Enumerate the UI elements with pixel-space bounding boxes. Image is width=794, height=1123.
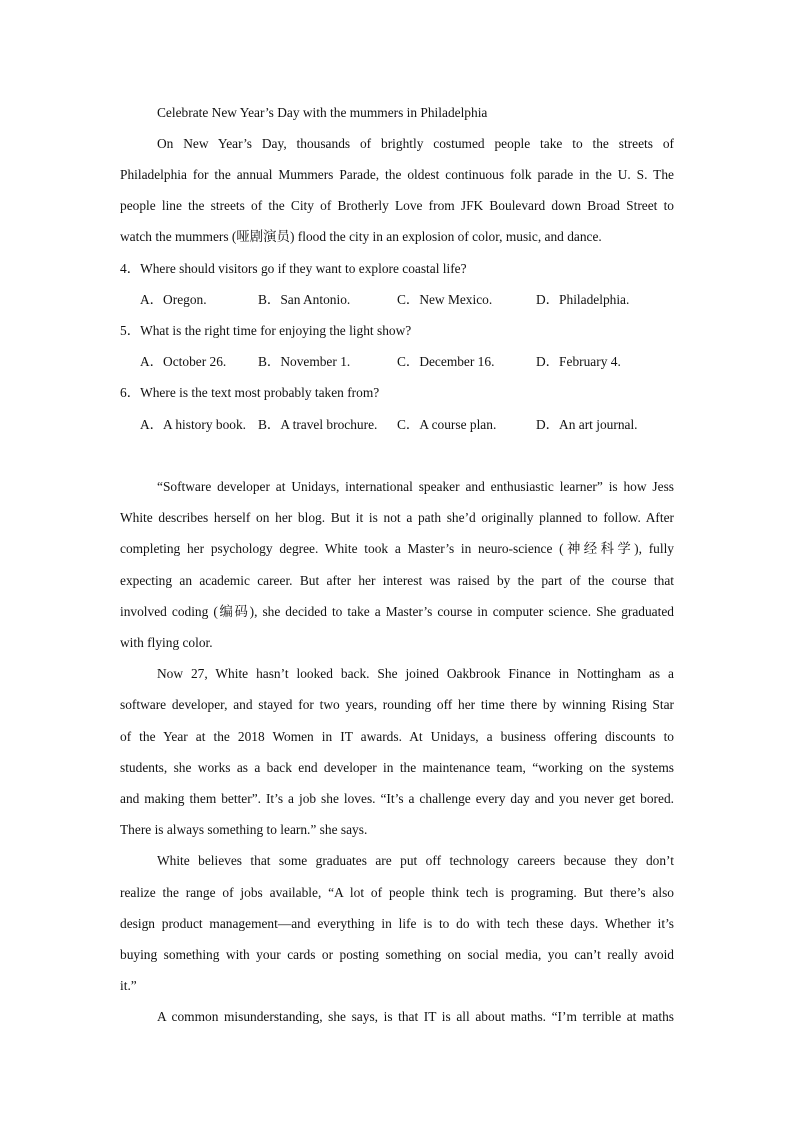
passage1-line: people line the streets of the City of Brotherly Love from JFK Boulevard down Broad Street to xyxy=(120,198,674,213)
question-6-option-c: C．A course plan. xyxy=(397,417,497,432)
passage2-line: A common misunderstanding, she says, is that IT is all about maths. “I’m terrible at maths xyxy=(157,1009,674,1024)
passage2-line: White describes herself on her blog. But it is not a path she’d originally planned to follow. After xyxy=(120,510,674,525)
passage1-line: On New Year’s Day, thousands of brightly costumed people take to the streets of xyxy=(157,136,674,151)
passage2-line: with flying color. xyxy=(120,635,213,650)
passage2-line: There is always something to learn.” she says. xyxy=(120,822,368,837)
passage1-title: Celebrate New Year’s Day with the mummers in Philadelphia xyxy=(157,105,488,120)
question-5-option-a: A．October 26. xyxy=(140,354,227,369)
passage2-line: it.” xyxy=(120,978,137,993)
passage2-line: completing her psychology degree. White took a Master’s in neuro-science (神经科学), fully xyxy=(120,541,674,556)
passage1-line: Philadelphia for the annual Mummers Parade, the oldest continuous folk parade in the U. S. The xyxy=(120,167,674,182)
question-6-option-d: D．An art journal. xyxy=(536,417,638,432)
question-5-option-c: C．December 16. xyxy=(397,354,495,369)
question-4-option-b: B．San Antonio. xyxy=(258,292,351,307)
question-5-option-d: D．February 4. xyxy=(536,354,621,369)
passage2-line: involved coding (编码), she decided to take a Master’s course in computer science. She graduated xyxy=(120,604,674,619)
passage2-line: students, she works as a back end developer in the maintenance team, “working on the systems xyxy=(120,760,674,775)
question-4-option-d: D．Philadelphia. xyxy=(536,292,630,307)
question-6-option-a: A．A history book. xyxy=(140,417,247,432)
question-4-option-a: A．Oregon. xyxy=(140,292,207,307)
question-6-stem: 6．Where is the text most probably taken from? xyxy=(120,385,380,400)
passage2-line: design product management—and everything in life is to do with tech these days. Whether it’s xyxy=(120,916,674,931)
question-4-option-c: C．New Mexico. xyxy=(397,292,493,307)
question-6-option-b: B．A travel brochure. xyxy=(258,417,378,432)
passage2-line: buying something with your cards or posting something on social media, you can’t really avoid xyxy=(120,947,674,962)
passage2-line: software developer, and stayed for two years, rounding off her time there by winning Rising Star xyxy=(120,697,674,712)
passage2-line: realize the range of jobs available, “A lot of people think tech is programing. But there’s also xyxy=(120,885,674,900)
question-4-stem: 4．Where should visitors go if they want to explore coastal life? xyxy=(120,261,467,276)
passage2-line: “Software developer at Unidays, international speaker and enthusiastic learner” is how Jess xyxy=(157,479,674,494)
passage2-line: White believes that some graduates are put off technology careers because they don’t xyxy=(157,853,674,868)
passage2-line: of the Year at the 2018 Women in IT awards. At Unidays, a business offering discounts to xyxy=(120,729,674,744)
question-5-stem: 5．What is the right time for enjoying the light show? xyxy=(120,323,412,338)
passage2-line: Now 27, White hasn’t looked back. She joined Oakbrook Finance in Nottingham as a xyxy=(157,666,674,681)
question-5-option-b: B．November 1. xyxy=(258,354,351,369)
passage2-line: expecting an academic career. But after her interest was raised by the part of the course that xyxy=(120,573,674,588)
passage2-line: and making them better”. It’s a job she loves. “It’s a challenge every day and you never get bored. xyxy=(120,791,674,806)
passage1-line: watch the mummers (哑剧演员) flood the city in an explosion of color, music, and dance. xyxy=(120,229,602,244)
